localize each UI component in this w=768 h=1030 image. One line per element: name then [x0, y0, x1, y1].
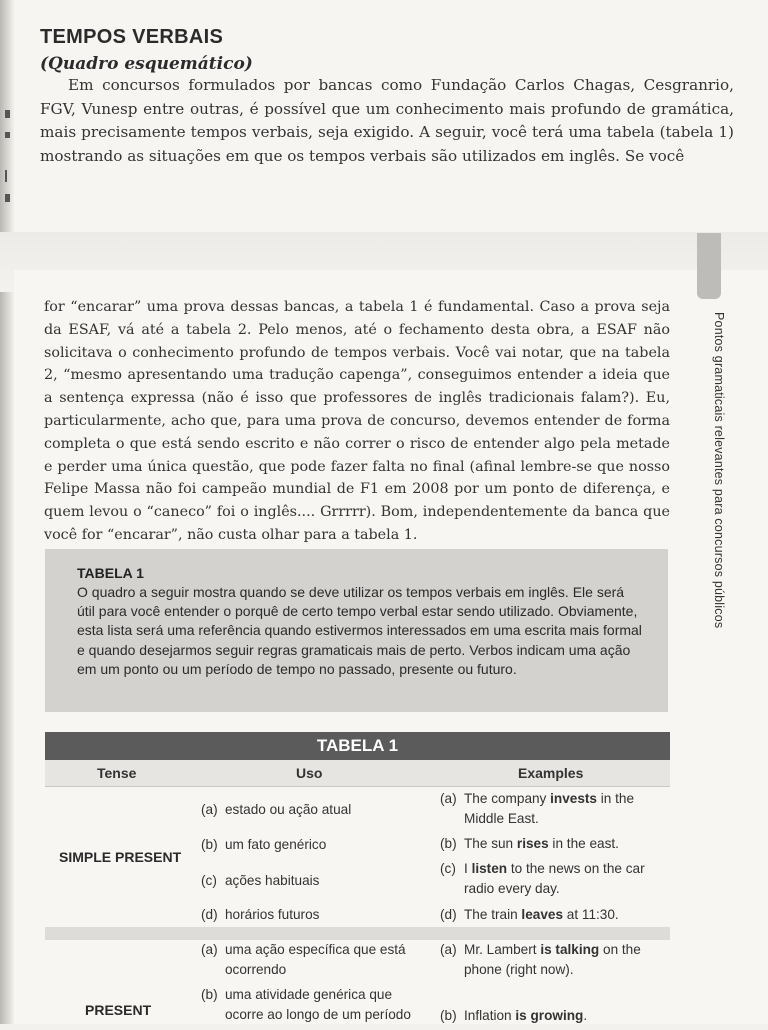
example-pre: The sun	[464, 836, 517, 851]
uso-item	[201, 800, 421, 820]
uso-text: uma ação específica que está ocorrendo	[225, 942, 406, 977]
uso-item	[201, 985, 421, 1025]
uso-item	[201, 835, 421, 855]
example-verb: leaves	[521, 907, 563, 922]
uso-letter: (d)	[201, 907, 218, 922]
example-pre: Inflation	[464, 1008, 516, 1023]
example-letter: (c)	[440, 861, 456, 876]
example-item	[440, 859, 655, 899]
example-verb: listen	[471, 861, 508, 876]
example-item	[440, 1006, 655, 1026]
uso-letter: (b)	[201, 837, 218, 852]
side-caption: Pontos gramaticais relevantes para concursos públicos	[712, 312, 726, 629]
example-letter: (a)	[440, 791, 457, 806]
body-paragraph: for “encarar” uma prova dessas bancas, a tabela 1 é fundamental. Caso a prova seja da ESAF, vá até a tabela 2. Pelo menos, até o fechamento desta obra, a ESAF não solicitava o conhecimento profundo de tempos verbais. Você vai notar, que na tabela 2, “mesmo apresentando uma tradução capenga”, conseguimos entender a ideia que a sentença expressa (não é isso que professores de inglês tradicionais falam?). Eu, particularmente, acho que, para uma prova de concurso, devemos entender de forma completa o que está sendo escrito e não correr o risco de entender algo pela metade e perder uma única questão, que pode fazer falta no final (afinal lembre-se que nosso Felipe Massa não foi campeão mundial de F1 em 2008 por um ponto de diferença, e quem levou o “caneco” foi o inglês.... Grrrrr). Bom, independentemente da banca que você for “encarar”, não custa olhar para a tabela 1.	[44, 299, 670, 543]
example-verb: is talking	[540, 942, 600, 957]
uso-letter: (b)	[201, 987, 218, 1002]
example-letter: (b)	[440, 836, 457, 851]
example-item	[440, 905, 655, 925]
tense-present: PRESENT	[85, 1002, 152, 1018]
note-text: O quadro a seguir mostra quando se deve utilizar os tempos verbais em inglês. Ele será útil para você entender o porquê de certo tempo verbal estar sendo utilizado. Obviamente, esta lista será uma referência quando estivermos interessados em uma escrita mais formal e quando desejarmos seguir regras gramaticais mais de perto. Verbos indicam uma ação em um ponto ou um período de tempo no passado, presente ou futuro.	[77, 584, 642, 677]
example-verb: rises	[516, 836, 549, 851]
table-title: TABELA 1	[45, 732, 670, 760]
uso-item	[201, 905, 421, 925]
section-subtitle: (Quadro esquemático)	[40, 54, 253, 74]
example-post: to the news on the car radio every day.	[464, 861, 645, 896]
tense-simple-present: SIMPLE PRESENT	[59, 849, 182, 865]
example-post: on the phone (right now).	[464, 942, 641, 977]
row-group-simple-present	[45, 787, 670, 927]
uso-text: ações habituais	[225, 873, 320, 888]
uso-text: um fato genérico	[225, 837, 327, 852]
example-pre: The train	[464, 907, 522, 922]
example-item	[440, 940, 655, 980]
uso-letter: (a)	[201, 942, 218, 957]
note-title: TABELA 1	[77, 565, 144, 581]
example-post: at 11:30.	[563, 907, 619, 922]
example-pre: Mr. Lambert	[464, 942, 541, 957]
chapter-tab	[697, 233, 721, 299]
uso-item	[201, 940, 421, 980]
row-group-present	[45, 940, 670, 1030]
row-separator	[45, 927, 670, 940]
uso-text: uma atividade genérica que ocorre ao longo de um período	[225, 987, 411, 1022]
intro-paragraph: Em concursos formulados por bancas como Fundação Carlos Chagas, Cesgranrio, FGV, Vunesp entre outras, é possível que um conhecimento mais profundo de gramática, mais precisamente tempos verbais, seja exigido. A seguir, você terá uma tabela (tabela 1) mostrando as situações em que os tempos verbais são utilizados em inglês. Se você	[40, 76, 734, 165]
note-box	[45, 549, 668, 712]
uso-text: horários futuros	[225, 907, 320, 922]
table-header-row	[45, 760, 670, 787]
header-tense: Tense	[97, 765, 137, 781]
example-post: in the east.	[548, 836, 619, 851]
uso-letter: (a)	[201, 802, 218, 817]
uso-text: estado ou ação atual	[225, 802, 352, 817]
example-letter: (b)	[440, 1008, 457, 1023]
tense-table	[45, 732, 670, 1023]
header-uso: Uso	[296, 765, 323, 781]
example-pre: I	[464, 861, 472, 876]
header-examples: Examples	[518, 765, 584, 781]
example-verb: is growing	[515, 1008, 584, 1023]
example-letter: (d)	[440, 907, 457, 922]
example-item	[440, 834, 655, 854]
binding-marks	[1, 110, 13, 230]
example-letter: (a)	[440, 942, 457, 957]
uso-item	[201, 871, 421, 891]
section-title: TEMPOS VERBAIS	[40, 26, 224, 48]
example-post: in the Middle East.	[464, 791, 635, 826]
example-post: .	[583, 1008, 588, 1023]
uso-letter: (c)	[201, 873, 217, 888]
example-pre: The company	[464, 791, 551, 806]
example-verb: invests	[550, 791, 597, 806]
example-item	[440, 789, 655, 829]
